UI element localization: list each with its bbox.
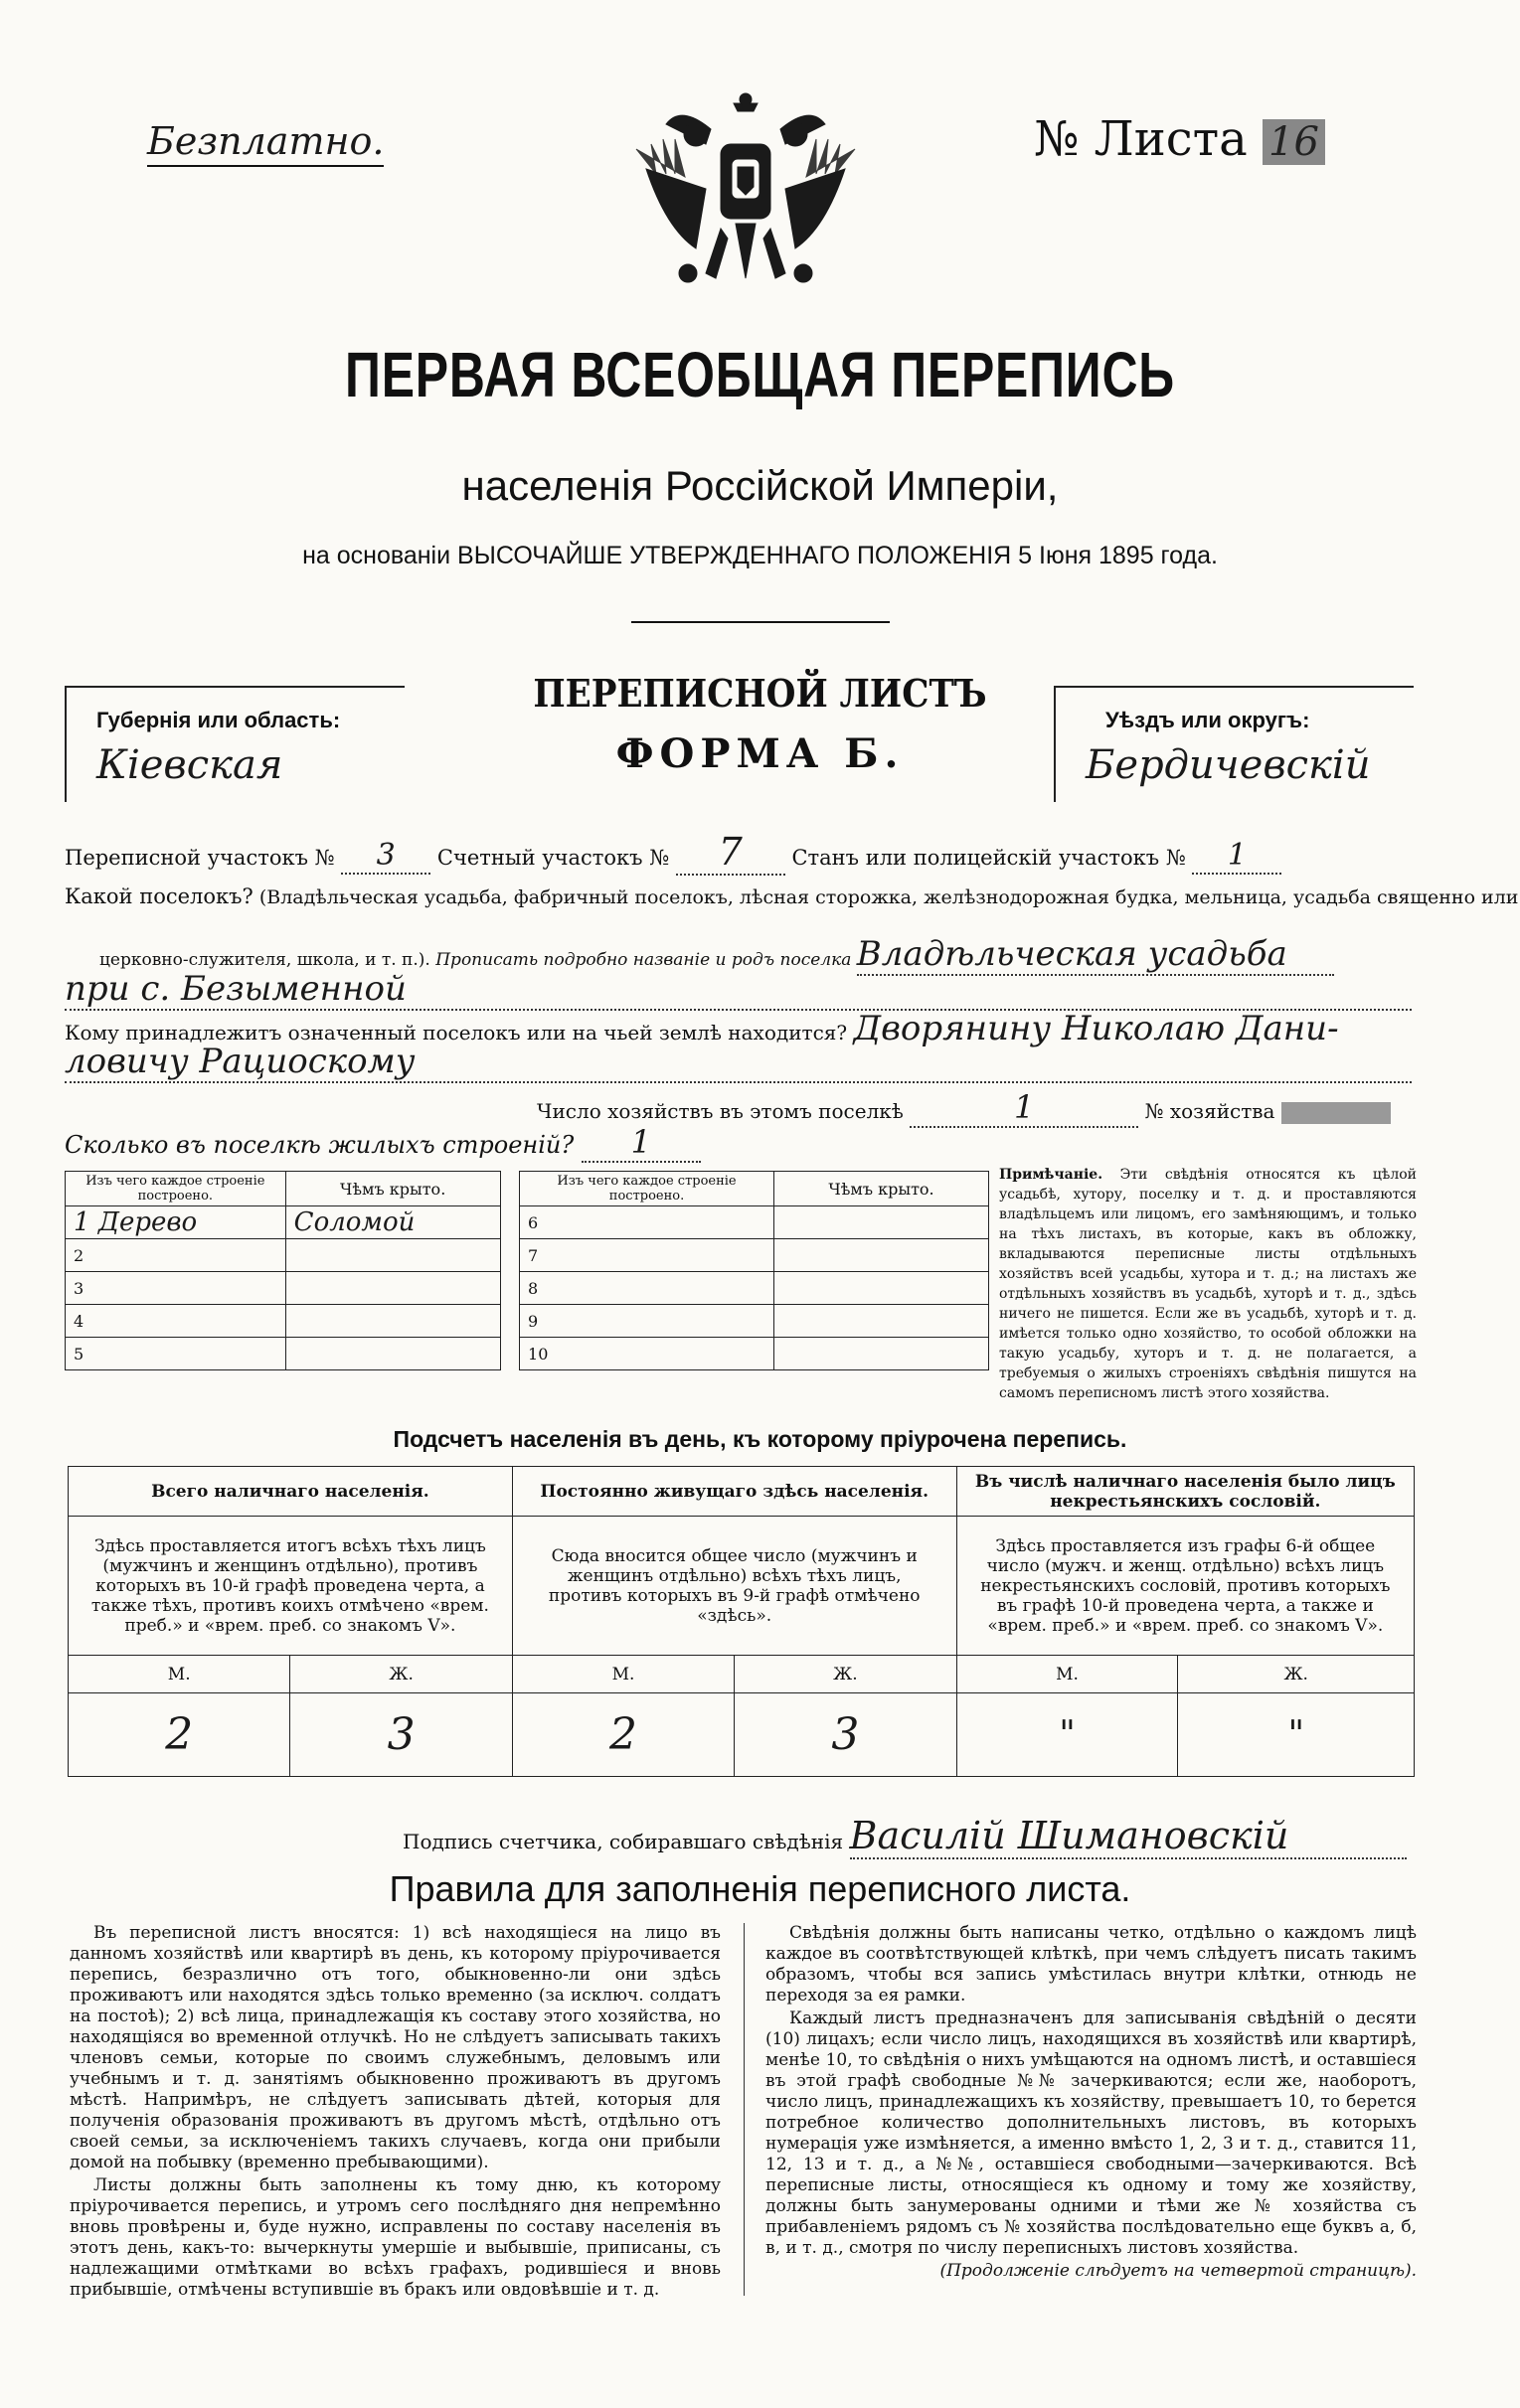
buildings-value: 1: [582, 1123, 701, 1163]
table-row: [66, 1338, 989, 1370]
uezd-label: Уѣздъ или округъ:: [1105, 708, 1310, 732]
permanent-female-value: 3: [735, 1693, 956, 1777]
note-title: Примѣчаніе.: [999, 1167, 1103, 1183]
settlement-line-1: [65, 884, 1519, 908]
rules-divider: [744, 1923, 745, 2296]
row-no: 3: [66, 1272, 286, 1305]
pop-col2-title: Постоянно живущаго здѣсь населенія.: [512, 1467, 956, 1517]
row-no: 4: [66, 1305, 286, 1338]
sheet-number: [1034, 111, 1325, 167]
f-label: Ж.: [290, 1656, 512, 1693]
form-label: ФОРМА Б.: [615, 730, 905, 777]
col-roof-right: Чѣмъ крыто.: [774, 1172, 989, 1206]
row-material: Дерево: [97, 1207, 198, 1237]
rules-continued: (Продолженіе слѣдуетъ на четвертой страницѣ).: [939, 2261, 1417, 2281]
m-label: М.: [512, 1656, 734, 1693]
pop-col1-desc: Здѣсь проставляется итогъ всѣхъ тѣхъ лицъ (мужчинъ и женщинъ отдѣльно), противъ которыхъ въ 10-й графѣ проведена черта, а также тѣхъ, противъ коихъ отмѣчено «врем. преб.» и «врем. преб. со знакомъ V».: [69, 1517, 513, 1656]
row-no: 2: [66, 1239, 286, 1272]
table-row: [66, 1239, 989, 1272]
settlement-hint-3: Прописать подробно названіе и родъ поселка: [435, 950, 852, 970]
permanent-male-value: 2: [512, 1693, 734, 1777]
settlement-label: Какой поселокъ?: [65, 884, 253, 908]
pop-col1-title: Всего наличнаго населенія.: [69, 1467, 513, 1517]
row-no: 6: [520, 1206, 774, 1239]
rules-left-paragraph-2: Листы должны быть заполнены къ тому дню, къ которому пріурочивается перепись, и утромъ сего послѣдняго дня непремѣнно вновь провѣрены и, буде нужно, исправлены по составу населенія въ этотъ день, какъ-то: вычеркнуты умершіе и выбывшіе, приписаны, съ надлежащими отмѣтками во всѣхъ графахъ, родившіеся и вновь прибывшіе, отмѣчены вступившіе въ бракъ или овдовѣвшіе и т. д.: [70, 2175, 721, 2300]
stan-value: 1: [1192, 838, 1281, 875]
census-district-label: Переписной участокъ №: [65, 846, 335, 870]
table-row: [66, 1305, 989, 1338]
row-no: 8: [520, 1272, 774, 1305]
settlement-hint-2: церковно-служителя, школа, и т. п.).: [99, 950, 430, 970]
population-heading: Подсчетъ населенія въ день, къ которому пріурочена перепись.: [393, 1426, 1127, 1452]
row-no: 5: [66, 1338, 286, 1370]
total-female-value: 3: [290, 1693, 512, 1777]
row-no: 7: [520, 1239, 774, 1272]
count-district-label: Счетный участокъ №: [436, 846, 670, 870]
row-no: 1: [74, 1207, 90, 1237]
m-label: М.: [956, 1656, 1178, 1693]
divider: [631, 621, 890, 623]
household-no-label: № хозяйства: [1144, 1099, 1275, 1123]
free-label: [147, 119, 384, 167]
household-no-redacted: [1281, 1102, 1391, 1124]
signature-value: Василій Шимановскій: [850, 1814, 1407, 1859]
signature-line: [403, 1814, 1407, 1859]
non-peasant-male-value: ": [956, 1693, 1178, 1777]
rules-left-paragraph-1: Въ переписной листъ вносятся: 1) всѣ находящіеся на лицо въ данномъ хозяйствѣ или квартирѣ въ день, къ которому пріурочивается перепись, безразлично отъ того, обыкновенно-ли они здѣсь проживаютъ или находятся здѣсь только временно (за исключ. солдатъ на постоѣ); 2) всѣ лица, принадлежащія къ составу этого хозяйства, но находящіяся во временной отлучкѣ. Но не слѣдуетъ записывать такихъ членовъ семьи, которые по своимъ служебнымъ, деловымъ или учебнымъ и т. д. занятіямъ обыкновенно проживаютъ въ другомъ мѣстѣ. Напримѣръ, не слѣдуетъ записывать дѣтей, которыя для полученія образованія проживаютъ въ другомъ мѣстѣ, отдѣльно отъ своей семьи, за исключеніемъ такихъ случаевъ, когда они прибыли домой на побывку (временно пребывающими).: [70, 1923, 721, 2172]
row-no: 9: [520, 1305, 774, 1338]
rules-title: Правила для заполненія переписного листа.: [389, 1868, 1131, 1909]
settlement-value-1: Владѣльческая усадьба: [857, 934, 1334, 976]
subtitle: населенія Россійской Имперіи,: [461, 462, 1059, 509]
form-title: ПЕРЕПИСНОЙ ЛИСТЪ: [533, 671, 987, 716]
census-district-value: 3: [341, 838, 430, 875]
buildings-table: [65, 1171, 989, 1370]
table-row: [66, 1272, 989, 1305]
total-male-value: 2: [69, 1693, 290, 1777]
settlement-hint-1: (Владѣльческая усадьба, фабричный поселокъ, лѣсная сторожка, желѣзнодорожная будка, мельница, усадьба священно или: [258, 886, 1519, 908]
households-value: 1: [910, 1088, 1138, 1128]
owner-label: Кому принадлежитъ означенный поселокъ или на чьей землѣ находится?: [65, 1021, 848, 1044]
col-material-right: Изъ чего каждое строеніе построено.: [520, 1172, 774, 1206]
col-roof-left: Чѣмъ крыто.: [285, 1172, 500, 1206]
pop-col3-title: Въ числѣ наличнаго населенія было лицъ некрестьянскихъ сословій.: [956, 1467, 1414, 1517]
count-district-value: 7: [676, 830, 785, 876]
f-label: Ж.: [735, 1656, 956, 1693]
uezd-value: Бердичевскій: [1086, 742, 1371, 788]
non-peasant-female-value: ": [1178, 1693, 1415, 1777]
gubernia-label: Губернія или область:: [96, 708, 341, 732]
households-line: [537, 1088, 1432, 1128]
note-text: Эти свѣдѣнія относятся къ цѣлой усадьбѣ, хутору, поселку и т. д. и проставляются владѣльцемъ или лицомъ, его замѣняющимъ, и только на тѣхъ листахъ, въ которые, какъ въ обложку, вкладываются переписные листы отдѣльныхъ хозяйствъ всей усадьбы, хутора и т. д.; на листахъ же отдѣльныхъ хозяйствъ въ усадьбѣ, хуторѣ и т. д., здѣсь ничего не пишется. Если же въ усадьбѣ, хуторѣ и т. д. имѣется только одно хозяйство, то особой обложки на такую усадьбу, хуторъ и т. д. не полагается, а требуемыя о жилыхъ строеніяхъ свѣдѣнія пишутся на самомъ переписномъ листѣ этого хозяйства.: [999, 1167, 1417, 1401]
pop-col3-desc: Здѣсь проставляется изъ графы 6-й общее число (мужч. и женщ. отдѣльно) всѣхъ лицъ некрестьянскихъ сословій, противъ которыхъ въ графѣ 10-й проведена черта, а также и «врем. преб.» и «врем. преб. со знакомъ V».: [956, 1517, 1414, 1656]
main-title: ПЕРВАЯ ВСЕОБЩАЯ ПЕРЕПИСЬ: [345, 339, 1175, 410]
district-line: [65, 830, 1417, 876]
table-row: [66, 1206, 989, 1239]
basis-line: на основаніи ВЫСОЧАЙШЕ УТВЕРЖДЕННАГО ПОЛОЖЕНІЯ 5 Іюня 1895 года.: [302, 542, 1218, 569]
population-table: [68, 1466, 1415, 1777]
rules-left-column: [70, 1923, 721, 2303]
f-label: Ж.: [1178, 1656, 1415, 1693]
stan-label: Станъ или полицейскій участокъ №: [791, 846, 1186, 870]
row-roof: Соломой: [285, 1206, 500, 1239]
settlement-value-2: при с. Безыменной: [65, 969, 1412, 1011]
buildings-label: Сколько въ поселкѣ жилыхъ строеній?: [65, 1131, 575, 1159]
rules-right-paragraph-2: Каждый листъ предназначенъ для записыванія свѣдѣній о десяти (10) лицахъ; если число лицъ, находящихся въ хозяйствѣ или квартирѣ, менѣе 10, то свѣдѣнія о нихъ умѣщаются на одномъ листѣ, и оставшіеся въ этой графѣ свободные №№ зачеркиваются; если же, наоборотъ, число лицъ, принадлежащихъ къ хозяйству, превышаетъ 10, то берется потребное количество дополнительныхъ листовъ, въ которыхъ нумерація уже измѣняется, а именно вмѣсто 1, 2, 3 и т. д., ставится 11, 12, 13 и т. д., а №№, оставшіеся свободными—зачеркиваются. Всѣ переписные листы, относящіеся къ одному и тому же хозяйству, должны быть занумерованы одними и тѣми же № хозяйства съ прибавленіемъ рядомъ съ № хозяйства послѣдовательно еще буквъ а, б, в, и т. д., смотря по числу переписныхъ листовъ хозяйства.: [765, 2008, 1417, 2258]
rules-right-paragraph-1: Свѣдѣнія должны быть написаны четко, отдѣльно о каждомъ лицѣ каждое въ соотвѣтствующей клѣткѣ, при чемъ слѣдуетъ писать такимъ образомъ, чтобы вся запись умѣстилась внутри клѣтки, отнюдь не переходя за ея рамки.: [765, 1923, 1417, 2006]
owner-value-2: ловичу Рациоскому: [65, 1042, 1412, 1083]
m-label: М.: [69, 1656, 290, 1693]
imperial-eagle-emblem-icon: [626, 89, 865, 308]
col-material-left: Изъ чего каждое строеніе построено.: [66, 1172, 286, 1206]
row-no: 10: [520, 1338, 774, 1370]
gubernia-value: Кіевская: [96, 742, 283, 788]
rules-right-column: [765, 1923, 1417, 2284]
households-label: Число хозяйствъ въ этомъ поселкѣ: [537, 1099, 904, 1123]
buildings-line: [65, 1123, 701, 1163]
owner-value-1: Дворянину Николаю Дани-: [853, 1009, 1339, 1048]
uezd-box: [1054, 686, 1414, 802]
pop-col2-desc: Сюда вносится общее число (мужчинъ и женщинъ отдѣльно) всѣхъ тѣхъ лицъ, противъ которыхъ въ 9-й графѣ отмѣчено «здѣсь».: [512, 1517, 956, 1656]
sheet-number-label: № Листа: [1034, 111, 1248, 167]
signature-label: Подпись счетчика, собиравшаго свѣдѣнія: [403, 1830, 844, 1853]
sheet-number-value: 16: [1263, 119, 1325, 165]
free-label-text: Безплатно.: [147, 119, 385, 163]
note-block: [999, 1165, 1417, 1403]
